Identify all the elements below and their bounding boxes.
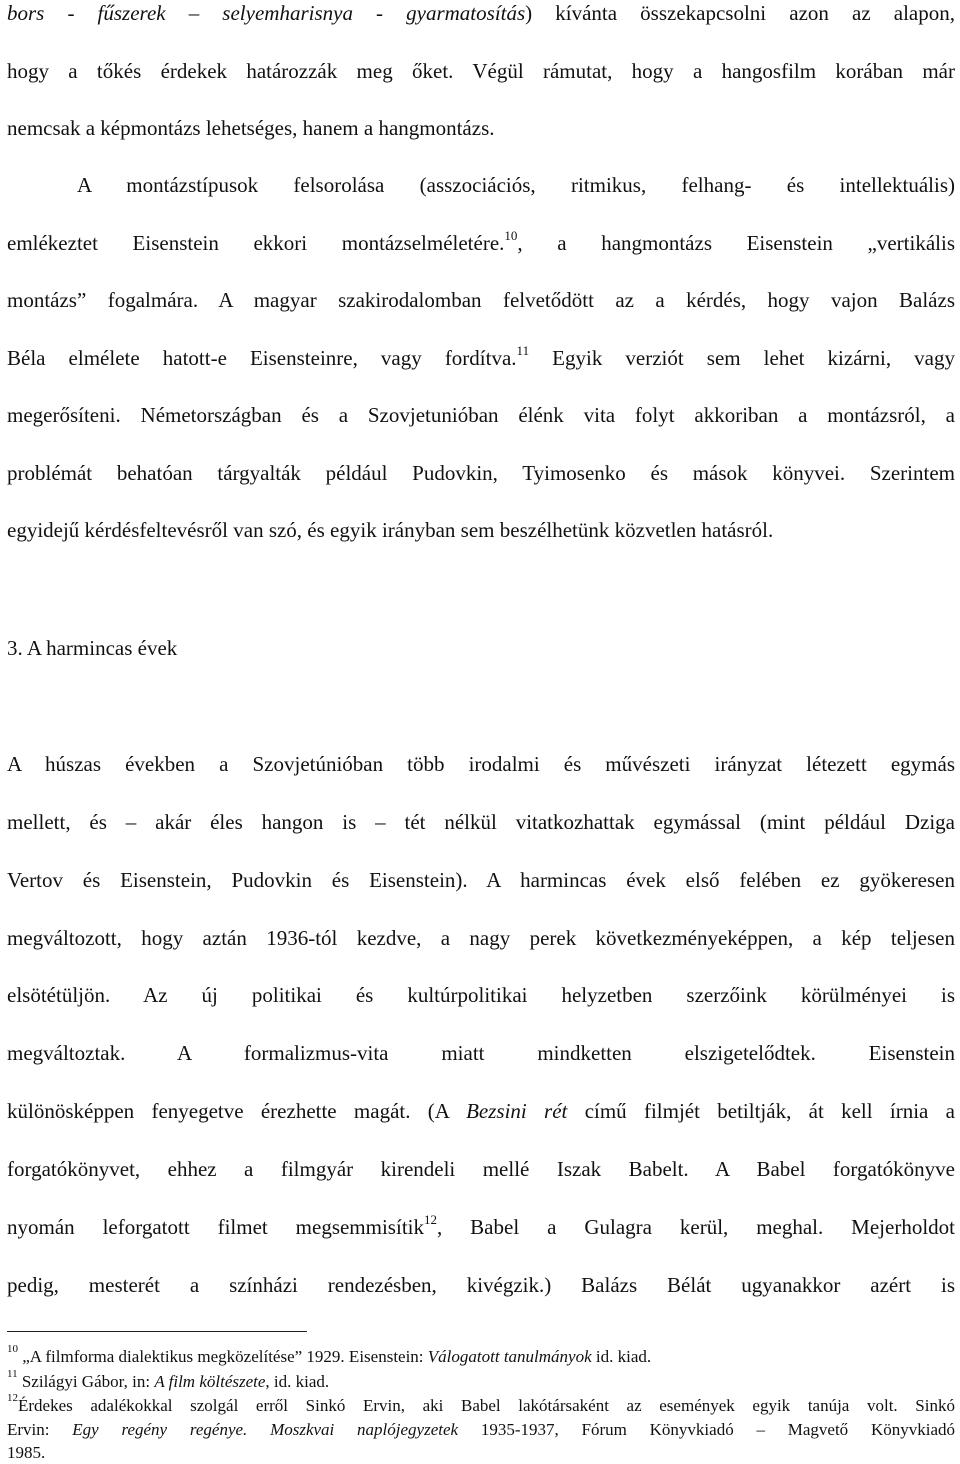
footnote-ref-12[interactable]: 12 bbox=[424, 1212, 437, 1227]
paragraph-3-line-4: megváltozott, hogy aztán 1936-tól kezdve, a nagy perek következményeképpen, a kép teljesen bbox=[7, 926, 955, 950]
paragraph-2-line-7: egyidejű kérdésfeltevésről van szó, és egyik irányban sem beszélhetünk közvetlen hatásról. bbox=[7, 518, 774, 542]
footnote-number: 11 bbox=[7, 1368, 18, 1381]
footnote-ref-10[interactable]: 10 bbox=[504, 228, 518, 243]
paragraph-2-line-6: problémát behatóan tárgyalták például Pudovkin, Tyimosenko és mások könyvei. Szerintem bbox=[7, 461, 955, 485]
section-heading: 3. A harmincas évek bbox=[7, 636, 178, 660]
paragraph-3-line-1: A húszas években a Szovjetúnióban több irodalmi és művészeti irányzat létezett egymás bbox=[7, 752, 955, 776]
paragraph-3-line-6: megváltoztak. A formalizmus-vita miatt mindketten elszigetelődtek. Eisenstein bbox=[7, 1041, 955, 1065]
footnote-10: $^{10}$ „A filmforma dialektikus megközelítése” 1929. Eisenstein: Válogatott tanulmányok id. kiad. bbox=[7, 1343, 652, 1366]
paragraph-3-line-7: különösképpen fenyegetve érezhette magát. (A Bezsini rét című filmjét betiltják, át kell írnia a bbox=[7, 1099, 955, 1123]
footnote-number: 10 bbox=[7, 1343, 18, 1356]
paragraph-3-line-10: pedig, mesterét a színházi rendezésben, kivégzik.) Balázs Bélát ugyanakkor azért is bbox=[7, 1273, 955, 1297]
footnote-12-line-3: 1985. bbox=[7, 1443, 46, 1462]
paragraph-3-line-9: nyomán leforgatott filmet megsemmisítik$^{12}$, Babel a Gulagra kerül, meghal. Mejerholdot bbox=[7, 1212, 955, 1239]
footnote-ref-11[interactable]: 11 bbox=[516, 343, 530, 358]
paragraph-2-line-3: montázs” fogalmára. A magyar szakirodalomban felvetődött az a kérdés, hogy vajon Balázs bbox=[7, 288, 955, 312]
italic-phrase: bors - fűszerek – selyemharisnya - gyarmatosítás bbox=[7, 1, 526, 25]
paragraph-1-line-2: hogy a tőkés érdekek határozzák meg őket. Végül rámutat, hogy a hangosfilm korában már bbox=[7, 59, 955, 83]
paragraph-2-line-5: megerősíteni. Németországban és a Szovjetunióban élénk vita folyt akkoriban a montázsról, a bbox=[7, 403, 955, 427]
paragraph-2-line-4: Béla elmélete hatott-e Eisensteinre, vagy fordítva.$^{11}$ Egyik verziót sem lehet kizárni, vagy bbox=[7, 343, 955, 370]
paragraph-3-line-5: elsötétüljön. Az új politikai és kultúrpolitikai helyzetben szerzőink körülményei is bbox=[7, 983, 955, 1007]
footnote-12-line-1: $^{12}$Érdekes adalékokkal szolgál erről Sinkó Ervin, aki Babel lakótársaként az események egyik tanúja volt. Sinkó bbox=[7, 1392, 955, 1415]
paragraph-2-line-2: emlékeztet Eisenstein ekkori montázselméletére.$^{10}$, a hangmontázs Eisenstein „vertikális bbox=[7, 228, 955, 255]
film-title: Bezsini rét bbox=[466, 1099, 568, 1123]
footnote-11: $^{11}$ Szilágyi Gábor, in: A film költészete, id. kiad. bbox=[7, 1368, 330, 1391]
footnote-12-line-2: Ervin: Egy regény regénye. Moszkvai naplójegyzetek 1935-1937, Fórum Könyvkiadó – Magvető Könyvkiadó bbox=[7, 1420, 956, 1439]
paragraph-2-line-1: A montázstípusok felsorolása (asszociációs, ritmikus, felhang- és intellektuális) bbox=[77, 173, 955, 197]
paragraph-3-line-3: Vertov és Eisenstein, Pudovkin és Eisenstein). A harmincas évek első felében ez gyökeresen bbox=[7, 868, 955, 892]
paragraph-1-line-1: bors - fűszerek – selyemharisnya - gyarmatosítás) kívánta összekapcsolni azon az alapon, bbox=[7, 1, 955, 25]
paragraph-1-line-3: nemcsak a képmontázs lehetséges, hanem a hangmontázs. bbox=[7, 116, 495, 140]
paragraph-3-line-8: forgatókönyvet, ehhez a filmgyár kirendeli mellé Iszak Babelt. A Babel forgatókönyve bbox=[7, 1157, 955, 1181]
paragraph-3-line-2: mellett, és – akár éles hangon is – tét nélkül vitatkozhattak egymással (mint például Dziga bbox=[7, 810, 955, 834]
footnote-number: 12 bbox=[7, 1392, 18, 1405]
footnote-separator bbox=[7, 1331, 307, 1332]
